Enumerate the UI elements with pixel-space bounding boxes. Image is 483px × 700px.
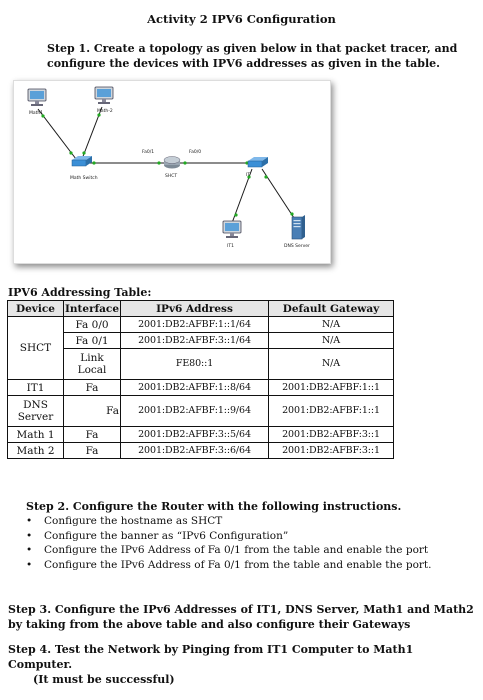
status-dot [82, 151, 85, 154]
step3-text: Step 3. Configure the IPv6 Addresses of IT1, DNS Server, Math1 and Math2 by taking from the above table and also configure their Gateways [8, 603, 474, 631]
step2-heading: Step 2. Configure the Router with the following instructions. [26, 500, 402, 513]
cell-gateway: 2001:DB2:AFBF:1::1 [269, 380, 394, 396]
header-ipv6-address: IPv6 Address [121, 301, 269, 317]
list-item [26, 558, 481, 573]
step2-instruction-list [26, 514, 481, 573]
status-dot [264, 175, 267, 178]
topology-svg [14, 81, 330, 263]
cell-interface: Fa 0/0 [64, 317, 121, 333]
label-it-switch: IT [246, 173, 251, 178]
cell-address: 2001:DB2:AFBF:3::1/64 [121, 333, 269, 349]
step4-note: (It must be successful) [33, 673, 175, 686]
table-row [8, 380, 394, 396]
cell-device: SHCT [8, 317, 64, 380]
list-item [26, 529, 481, 544]
table-row [8, 333, 394, 349]
router-icon [164, 157, 180, 169]
table-row [8, 396, 394, 427]
pc-icon [28, 89, 46, 106]
page-title: Activity 2 IPV6 Configuration [147, 12, 336, 26]
cell-device: IT1 [8, 380, 64, 396]
cell-address: 2001:DB2:AFBF:1::8/64 [121, 380, 269, 396]
table-row [8, 443, 394, 459]
cell-gateway: N/A [269, 333, 394, 349]
header-default-gateway: Default Gateway [269, 301, 394, 317]
table-title: IPV6 Addressing Table: [8, 286, 152, 299]
cell-address: 2001:DB2:AFBF:1::9/64 [121, 396, 269, 427]
step4-block [8, 642, 478, 687]
label-math2: Math-2 [97, 109, 113, 114]
label-fa00: Fa0/0 [189, 150, 202, 155]
bullet-icon: • [26, 515, 33, 527]
cell-interface: Fa 0/1 [64, 333, 121, 349]
step1-text: Step 1. Create a topology as given below in that packet tracer, and configure the devices with IPV6 addresses as given in the table. [47, 42, 458, 70]
label-math-switch: Math Switch [70, 176, 98, 181]
instruction-text: Configure the IPv6 Address of Fa 0/1 from the table and enable the port [44, 544, 429, 557]
label-math1: Math1 [29, 111, 44, 116]
topology-diagram [13, 80, 331, 264]
cell-interface: Fa [64, 396, 121, 427]
cell-gateway: 2001:DB2:AFBF:1::1 [269, 396, 394, 427]
switch-icon [248, 157, 268, 167]
cell-interface: Fa [64, 427, 121, 443]
status-dot [290, 212, 293, 215]
cell-gateway: N/A [269, 317, 394, 333]
table-row [8, 317, 394, 333]
cell-device: Math 1 [8, 427, 64, 443]
label-router: SHCT [165, 174, 178, 179]
cell-device: DNS Server [8, 396, 64, 427]
status-dot [69, 151, 72, 154]
table-row [8, 427, 394, 443]
cell-address: 2001:DB2:AFBF:3::6/64 [121, 443, 269, 459]
cell-gateway: N/A [269, 349, 394, 380]
cell-interface: Fa [64, 443, 121, 459]
instruction-text: Configure the hostname as SHCT [44, 515, 223, 527]
cell-interface: Fa [64, 380, 121, 396]
list-item [26, 543, 481, 558]
bullet-icon: • [26, 544, 33, 557]
status-dot [183, 161, 186, 164]
cell-address: FE80::1 [121, 349, 269, 380]
cell-address: 2001:DB2:AFBF:1::1/64 [121, 317, 269, 333]
pc-icon [95, 87, 113, 104]
label-it1: IT1 [227, 244, 234, 249]
server-icon [292, 215, 305, 239]
status-dot [234, 213, 237, 216]
list-item [26, 514, 481, 529]
table-header-row [8, 301, 394, 317]
instruction-text: Configure the banner as “IPv6 Configuration” [44, 529, 289, 542]
cell-gateway: 2001:DB2:AFBF:3::1 [269, 427, 394, 443]
step4-text: Step 4. Test the Network by Pinging from IT1 Computer to Math1 Computer. [8, 643, 414, 671]
status-dot [92, 161, 95, 164]
header-interface: Interface [65, 302, 120, 315]
bullet-icon: • [26, 529, 33, 542]
cell-interface: Link Local [64, 349, 121, 380]
cell-gateway: 2001:DB2:AFBF:3::1 [269, 443, 394, 459]
cell-device: Math 2 [8, 443, 64, 459]
label-dns: DNS Server [284, 244, 310, 249]
status-dot [157, 161, 160, 164]
cell-address: 2001:DB2:AFBF:3::5/64 [121, 427, 269, 443]
ipv6-addressing-table [7, 300, 394, 459]
label-fa01: Fa0/1 [142, 150, 155, 155]
instruction-text: Configure the IPv6 Address of Fa 0/1 from the table and enable the port. [44, 559, 432, 572]
bullet-icon: • [26, 559, 33, 572]
table-row [8, 349, 394, 380]
pc-icon [223, 221, 241, 238]
header-device: Device [8, 301, 64, 317]
